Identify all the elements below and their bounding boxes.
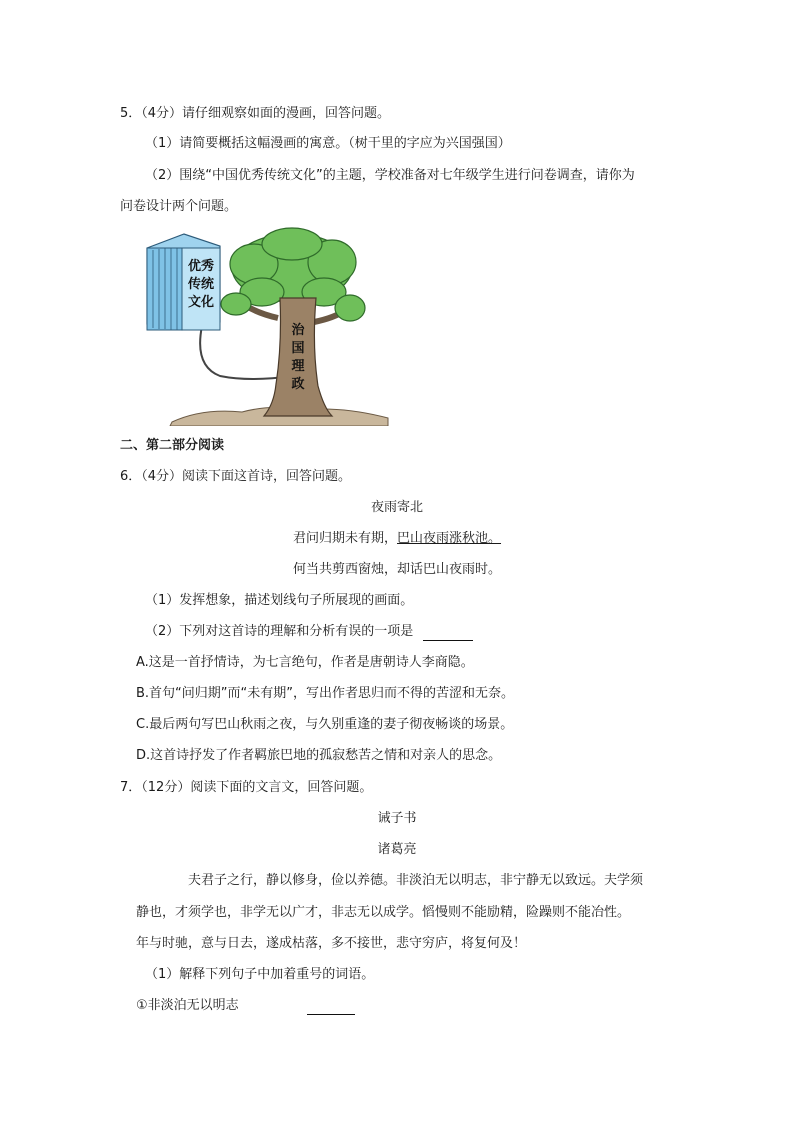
q7-sub1: （1）解释下列句子中加着重号的词语。 [145,967,375,982]
q5-stem: 5．（4分）请仔细观察如面的漫画，回答问题。 [120,106,391,121]
q6-stem: 6．（4分）阅读下面这首诗，回答问题。 [120,469,352,484]
essay-title: 诫子书 [377,811,417,826]
q6-option-d: D.这首诗抒发了作者羁旅巴地的孤寂愁苦之情和对亲人的思念。 [136,748,502,763]
poem-line-1-part-a: 君问归期未有期， [292,531,397,546]
q7-item-1 [136,997,355,1015]
book-text-1: 优秀 [187,259,215,274]
cartoon-illustration [142,226,390,426]
trunk-text-1: 治 [291,323,305,338]
essay-line-1: 夫君子之行，静以修身，俭以养德。非淡泊无以明志，非宁静无以致远。夫学须 [188,873,644,888]
essay-author: 诸葛亮 [377,842,417,857]
section-title: 二、第二部分阅读 [120,438,225,453]
answer-blank[interactable] [423,625,473,641]
q5-sub2-line2: 问卷设计两个问题。 [120,199,238,214]
q5-sub1: （1）请简要概括这幅漫画的寓意。（树干里的字应为兴国强国） [145,136,511,151]
q6-option-a: A.这是一首抒情诗，为七言绝句，作者是唐朝诗人李商隐。 [136,655,474,670]
q7-item-1-text: ①非淡泊无以明志 [136,998,239,1013]
q6-sub2 [145,623,473,641]
q6-option-b: B.首句“问归期”而“未有期”，写出作者思归而不得的苦涩和无奈。 [136,686,514,701]
q7-stem: 7．（12分）阅读下面的文言文，回答问题。 [120,780,373,795]
answer-blank[interactable] [307,999,355,1015]
q6-sub1: （1）发挥想象，描述划线句子所展现的画面。 [145,593,414,608]
q6-option-c: C.最后两句写巴山秋雨之夜，与久别重逢的妻子彻夜畅谈的场景。 [136,717,514,732]
book-text-2: 传统 [187,277,215,292]
trunk-text-4: 政 [291,377,305,392]
q5-sub2-line1: （2）围绕“中国优秀传统文化”的主题，学校准备对七年级学生进行问卷调查，请你为 [145,168,635,183]
essay-line-2: 静也，才须学也，非学无以广才，非志无以成学。慆慢则不能励精，险躁则不能冶性。 [136,905,631,920]
q6-sub2-text: （2）下列对这首诗的理解和分析有误的一项是 [145,624,414,639]
essay-line-3: 年与时驰，意与日去，遂成枯落，多不接世，悲守穷庐，将复何及！ [136,936,527,951]
poem-line-2: 何当共剪西窗烛，却话巴山夜雨时。 [292,562,501,577]
poem-title: 夜雨寄北 [370,500,423,515]
poem-line-1-underlined: 巴山夜雨涨秋池。 [397,531,502,546]
trunk-text-3: 理 [291,359,305,374]
book-text-3: 文化 [187,295,215,310]
poem-line-1 [0,530,794,548]
trunk-text-2: 国 [291,341,305,356]
